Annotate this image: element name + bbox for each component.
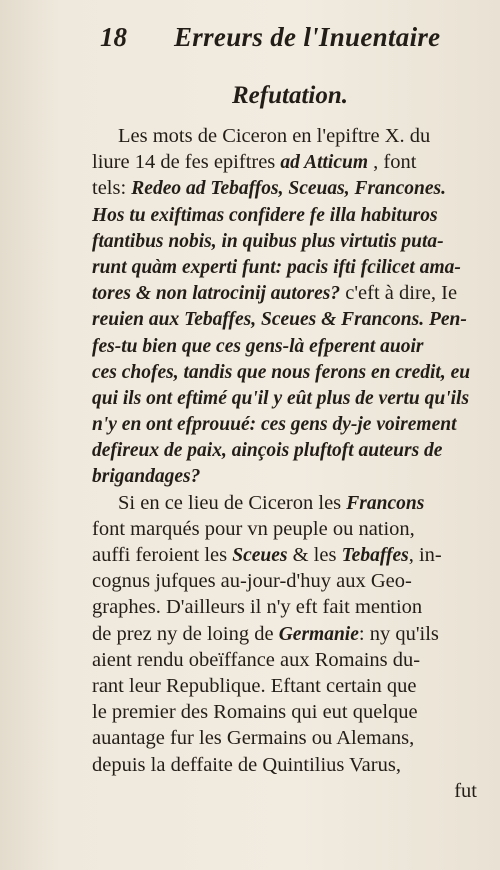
text-segment: depuis la deffaite de Quintilius Varus, — [92, 753, 401, 776]
text-line — [92, 463, 477, 489]
text-segment: , in- — [408, 544, 442, 566]
text-line — [92, 594, 477, 620]
text-line — [92, 359, 477, 385]
text-line — [92, 778, 477, 804]
text-segment: rant leur Republique. Eftant certain que — [92, 674, 417, 697]
section-title: Refutation. — [232, 82, 348, 109]
text-segment: cognus jufques au-jour-d'huy aux Geo- — [92, 570, 412, 593]
text-segment: le premier des Romains qui eut quelque — [92, 701, 418, 724]
text-segment: de prez ny de loing de — [92, 622, 279, 645]
italic-text-segment: tores & non latrocinij autores? — [92, 283, 341, 305]
text-line — [92, 752, 477, 778]
page-number: 18 — [100, 22, 127, 52]
text-line — [92, 568, 477, 594]
text-line — [92, 673, 477, 699]
italic-text-segment: qui ils ont eftimé qu'il y eût plus de vertu qu'ils — [92, 387, 470, 409]
italic-text-segment: fes-tu bien que ces gens-là efperent auoir — [92, 335, 424, 357]
text-segment: graphes. D'ailleurs il n'y eft fait mention — [92, 596, 423, 619]
italic-text-segment: Hos tu exiftimas confidere fe illa habituros — [92, 204, 438, 226]
text-line — [92, 385, 477, 411]
running-head: Erreurs de l'Inuentaire — [174, 22, 441, 52]
italic-text-segment: ad Atticum — [280, 152, 369, 174]
text-segment: : ny qu'ils — [358, 622, 439, 645]
italic-text-segment: Sceues — [232, 545, 288, 566]
text-line — [92, 542, 477, 568]
text-segment: font marqués pour vn peuple ou nation, — [92, 517, 415, 540]
text-segment: fut — [454, 779, 477, 802]
text-line — [92, 725, 477, 751]
text-segment: & les — [287, 544, 342, 566]
text-line — [92, 516, 477, 542]
italic-text-segment: reuien aux Tebaffes, Sceues & Francons. Pen- — [92, 309, 467, 331]
italic-text-segment: Tebaffes — [341, 545, 409, 566]
text-segment: auantage fur les Germains ou Alemans, — [92, 727, 415, 750]
italic-text-segment: Redeo ad Tebaffos, Sceuas, Francones. — [131, 178, 447, 200]
italic-text-segment: ftantibus nobis, in quibus plus virtutis puta- — [92, 230, 444, 252]
text-line — [92, 228, 477, 254]
text-line — [92, 280, 477, 306]
italic-text-segment: n'y en ont efprouué: ces gens dy-je voirement — [92, 414, 457, 436]
text-segment: c'eft à dire, Ie — [340, 282, 458, 305]
text-segment: Les mots de Ciceron en l'epiftre X. du — [118, 125, 431, 147]
text-segment: tels: — [92, 177, 132, 200]
text-line — [92, 306, 477, 332]
text-line — [92, 490, 477, 516]
text-line — [92, 123, 477, 149]
page-header — [100, 22, 440, 62]
text-line — [92, 699, 477, 725]
text-line — [92, 333, 477, 359]
italic-text-segment: ces chofes, tandis que nous ferons en credit, eu — [92, 361, 471, 383]
italic-text-segment: brigandages? — [92, 466, 201, 488]
text-segment: aient rendu obeïffance aux Romains du- — [92, 648, 421, 671]
italic-text-segment: Germanie — [278, 623, 359, 645]
text-line — [92, 149, 477, 175]
italic-text-segment: defireux de paix, ainçois pluftoft auteurs de — [92, 440, 443, 462]
text-segment: Si en ce lieu de Ciceron les — [118, 491, 347, 514]
text-line — [92, 254, 477, 280]
text-line — [92, 647, 477, 673]
text-segment: , font — [368, 151, 417, 174]
text-line — [92, 175, 477, 201]
text-segment: liure 14 de fes epiftres — [92, 151, 281, 174]
text-line — [92, 621, 477, 647]
text-line — [92, 202, 477, 228]
text-line — [92, 437, 477, 463]
italic-text-segment: runt quàm experti funt: pacis ifti fcilicet ama- — [92, 256, 461, 278]
body-text — [92, 123, 477, 804]
text-line — [92, 411, 477, 437]
text-segment: auffi feroient les — [92, 544, 233, 566]
italic-text-segment: Francons — [346, 492, 425, 514]
